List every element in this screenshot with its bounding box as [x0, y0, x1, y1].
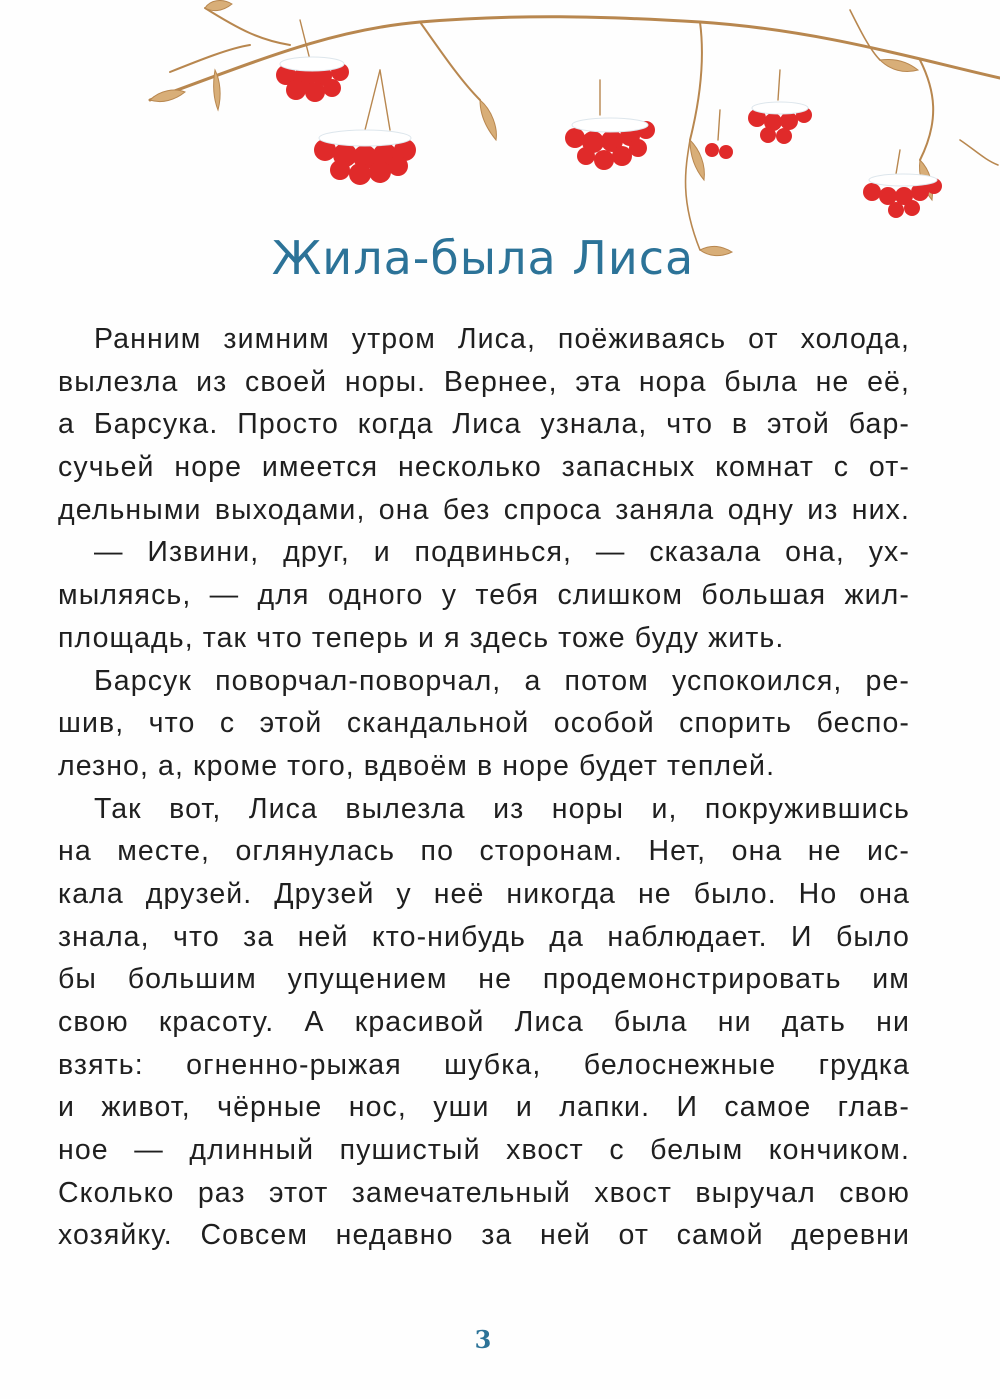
text-line: взять: огненно-рыжая шубка, белоснежные грудка: [58, 1048, 910, 1081]
text-line: дельными выходами, она без спроса заняла одну из них.: [58, 493, 910, 526]
text-line: хозяйку. Совсем недавно за ней от самой деревни: [58, 1219, 910, 1252]
text-line: шив, что с этой скандальной особой спорить беспо-: [58, 707, 910, 740]
text-line: а Барсука. Просто когда Лиса узнала, что в этой бар-: [58, 408, 910, 441]
page-number: 3: [474, 1325, 492, 1354]
text-line: площадь, так что теперь и я здесь тоже буду жить.: [58, 621, 785, 654]
text-line: знала, что за ней кто-нибудь да наблюдает. И было: [58, 920, 910, 953]
text-line: вылезла из своей норы. Вернее, эта нора была не её,: [58, 365, 910, 398]
text-line: на месте, оглянулась по сторонам. Нет, она не ис-: [58, 835, 910, 868]
text-line: Ранним зимним утром Лиса, поёживаясь от холода,: [94, 323, 910, 355]
text-line: Сколько раз этот замечательный хвост выручал свою: [58, 1176, 910, 1209]
text-line: бы большим упущением не продемонстрировать им: [58, 963, 910, 996]
text-line: мыляясь, — для одного у тебя слишком большая жил-: [58, 579, 910, 612]
story-text: [58, 318, 910, 1257]
text-line: ное — длинный пушистый хвост с белым кончиком.: [58, 1134, 910, 1167]
text-line: сучьей норе имеется несколько запасных комнат с от-: [58, 451, 910, 484]
text-line: Так вот, Лиса вылезла из норы и, покружившись: [94, 792, 910, 825]
text-line: — Извини, друг, и подвинься, — сказала она, ух-: [94, 536, 910, 569]
text-line: Барсук поворчал-поворчал, а потом успокоился, ре-: [94, 664, 910, 697]
text-line: свою красоту. А красивой Лиса была ни дать ни: [58, 1006, 910, 1038]
text-line: и живот, чёрные нос, уши и лапки. И самое глав-: [58, 1091, 910, 1124]
text-line: лезно, а, кроме того, вдвоём в норе будет теплей.: [58, 749, 776, 782]
text-line: кала друзей. Друзей у неё никогда не было. Но она: [58, 877, 910, 910]
story-title: Жила-была Лиса: [271, 231, 695, 285]
